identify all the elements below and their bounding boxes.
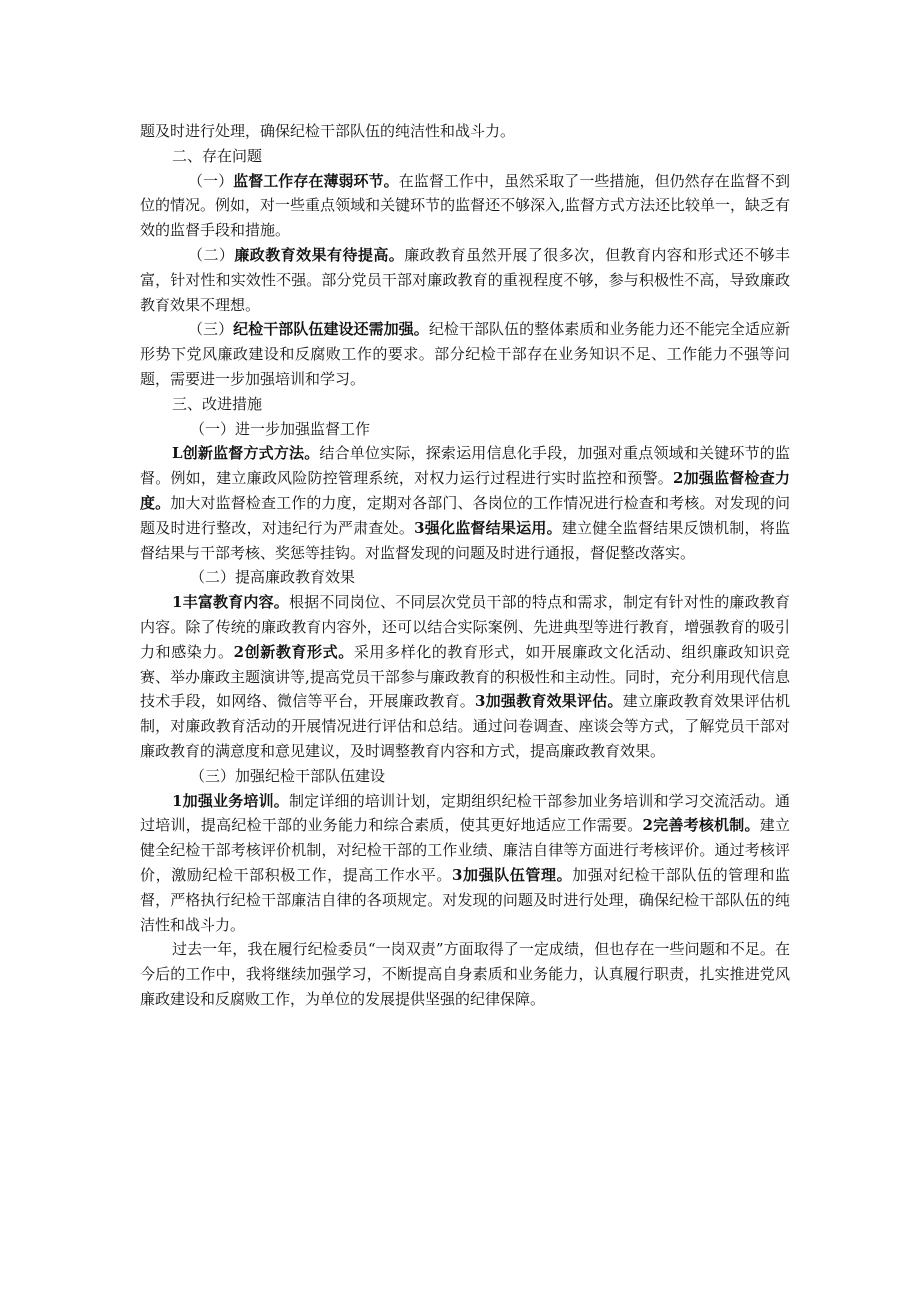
problem-1-heading: 监督工作存在薄弱环节。	[233, 171, 399, 190]
measure-2-body	[140, 590, 790, 764]
document-page	[140, 119, 790, 1012]
measure-3-item-2-text: 建立健全纪检干部考核评价机制，对纪检干部的工作业绩、廉洁自律等方面进行考核评价。通过考核评价，激励纪检干部积极工作，提高工作水平。	[140, 816, 790, 884]
measure-1-body	[140, 441, 790, 565]
problem-3-label: （三）	[188, 320, 234, 339]
measure-1-item-1-heading: L创新监督方式方法。	[172, 444, 320, 463]
problem-3-heading: 纪检干部队伍建设还需加强。	[233, 320, 429, 339]
measure-2-title: （二）提高廉政教育效果	[190, 568, 356, 587]
problem-1-label: （一）	[188, 171, 234, 190]
measure-2-item-2-heading: 2创新教育形式。	[233, 642, 354, 661]
problem-2-label: （二）	[188, 245, 235, 264]
measure-1-item-3-heading: 3强化监督结果运用。	[414, 518, 562, 537]
measure-2-item-1-text: 根据不同岗位、不同层次党员干部的特点和需求，制定有针对性的廉政教育内容。除了传统的廉政教育内容外，还可以结合实际案例、先进典型等进行教育，增强教育的吸引力和感染力。	[140, 593, 790, 661]
measure-3-item-1-text: 制定详细的培训计划，定期组织纪检干部参加业务培训和学习交流活动。通过培训，提高纪检干部的业务能力和综合素质，使其更好地适应工作需要。	[140, 791, 790, 835]
measure-3-item-3-heading: 3加强队伍管理。	[451, 865, 573, 884]
measure-3-item-3-text: 加强对纪检干部队伍的管理和监督，严格执行纪检干部廉洁自律的各项规定。对发现的问题及时进行处理，确保纪检干部队伍的纯洁性和战斗力。	[140, 865, 790, 934]
measure-3-item-2-heading: 2完善考核机制。	[642, 816, 760, 835]
paragraph-continuation: 题及时进行处理，确保纪检干部队伍的纯洁性和战斗力。	[140, 122, 516, 140]
problem-2-text: 廉政教育虽然开展了很多次，但教育内容和形式还不够丰富，针对性和实效性不强。部分党员干部对廉政教育的重视程度不够，参与积极性不高，导致廉政教育效果不理想。	[140, 245, 790, 314]
measure-2-item-3-heading: 3加强教育效果评估。	[475, 692, 623, 711]
problem-paragraph-3	[140, 317, 790, 391]
problem-paragraph-1	[140, 169, 790, 243]
section-heading-measures: 三、改进措施	[172, 394, 263, 413]
problem-3-text: 纪检干部队伍的整体素质和业务能力还不能完全适应新形势下党风廉政建设和反腐败工作的要求。部分纪检干部存在业务知识不足、工作能力不强等问题，需要进一步加强培训和学习。	[140, 320, 790, 388]
measure-1-item-3-text: 建立健全监督结果反馈机制，将监督结果与干部考核、奖惩等挂钩。对监督发现的问题及时进行通报，督促整改落实。	[140, 518, 790, 562]
measure-3-body	[140, 789, 790, 938]
measure-1-title: （一）进一步加强监督工作	[190, 419, 371, 438]
measure-3-title: （三）加强纪检干部队伍建设	[190, 766, 386, 785]
measure-2-item-1-heading: 1丰富教育内容。	[172, 593, 289, 612]
measure-2-item-3-text: 建立廉政教育效果评估机制，对廉政教育活动的开展情况进行评估和总结。通过问卷调查、座谈会等方式，了解党员干部对廉政教育的满意度和意见建议，及时调整教育内容和方式，提高廉政教育效果。	[140, 692, 790, 760]
problem-2-heading: 廉政教育效果有待提高。	[234, 245, 405, 264]
measure-1-item-1-text: 结合单位实际，探索运用信息化手段，加强对重点领域和关键环节的监督。例如，建立廉政风险防控管理系统，对权力运行过程进行实时监控和预警。	[140, 444, 790, 488]
measure-2-item-2-text: 采用多样化的教育形式，如开展廉政文化活动、组织廉政知识竞赛、举办廉政主题演讲等,提高党员干部参与廉政教育的积极性和主动性。同时，充分利用现代信息技术手段，如网络、微信等平台，开展廉政教育。	[140, 642, 790, 711]
problem-paragraph-2	[140, 243, 790, 317]
measure-3-item-1-heading: 1加强业务培训。	[172, 791, 289, 810]
closing-paragraph: 过去一年，我在履行纪检委员“一岗双责”方面取得了一定成绩，但也存在一些问题和不足。在今后的工作中，我将继续加强学习，不断提高自身素质和业务能力，认真履行职责，扎实推进党风廉政建设和反腐败工作，为单位的发展提供坚强的纪律保障。	[140, 940, 790, 1008]
problem-1-text: 在监督工作中，虽然采取了一些措施，但仍然存在监督不到位的情况。例如，对一些重点领域和关键环节的监督还不够深入,监督方式方法还比较单一，缺乏有效的监督手段和措施。	[140, 171, 790, 240]
section-heading-problems: 二、存在问题	[172, 146, 263, 165]
measure-1-item-2-heading: 2加强监督检查力度。	[140, 469, 790, 512]
measure-1-item-2-text: 加大对监督检查工作的力度，定期对各部门、各岗位的工作情况进行检查和考核。对发现的问题及时进行整改，对违纪行为严肃查处。	[140, 493, 790, 537]
